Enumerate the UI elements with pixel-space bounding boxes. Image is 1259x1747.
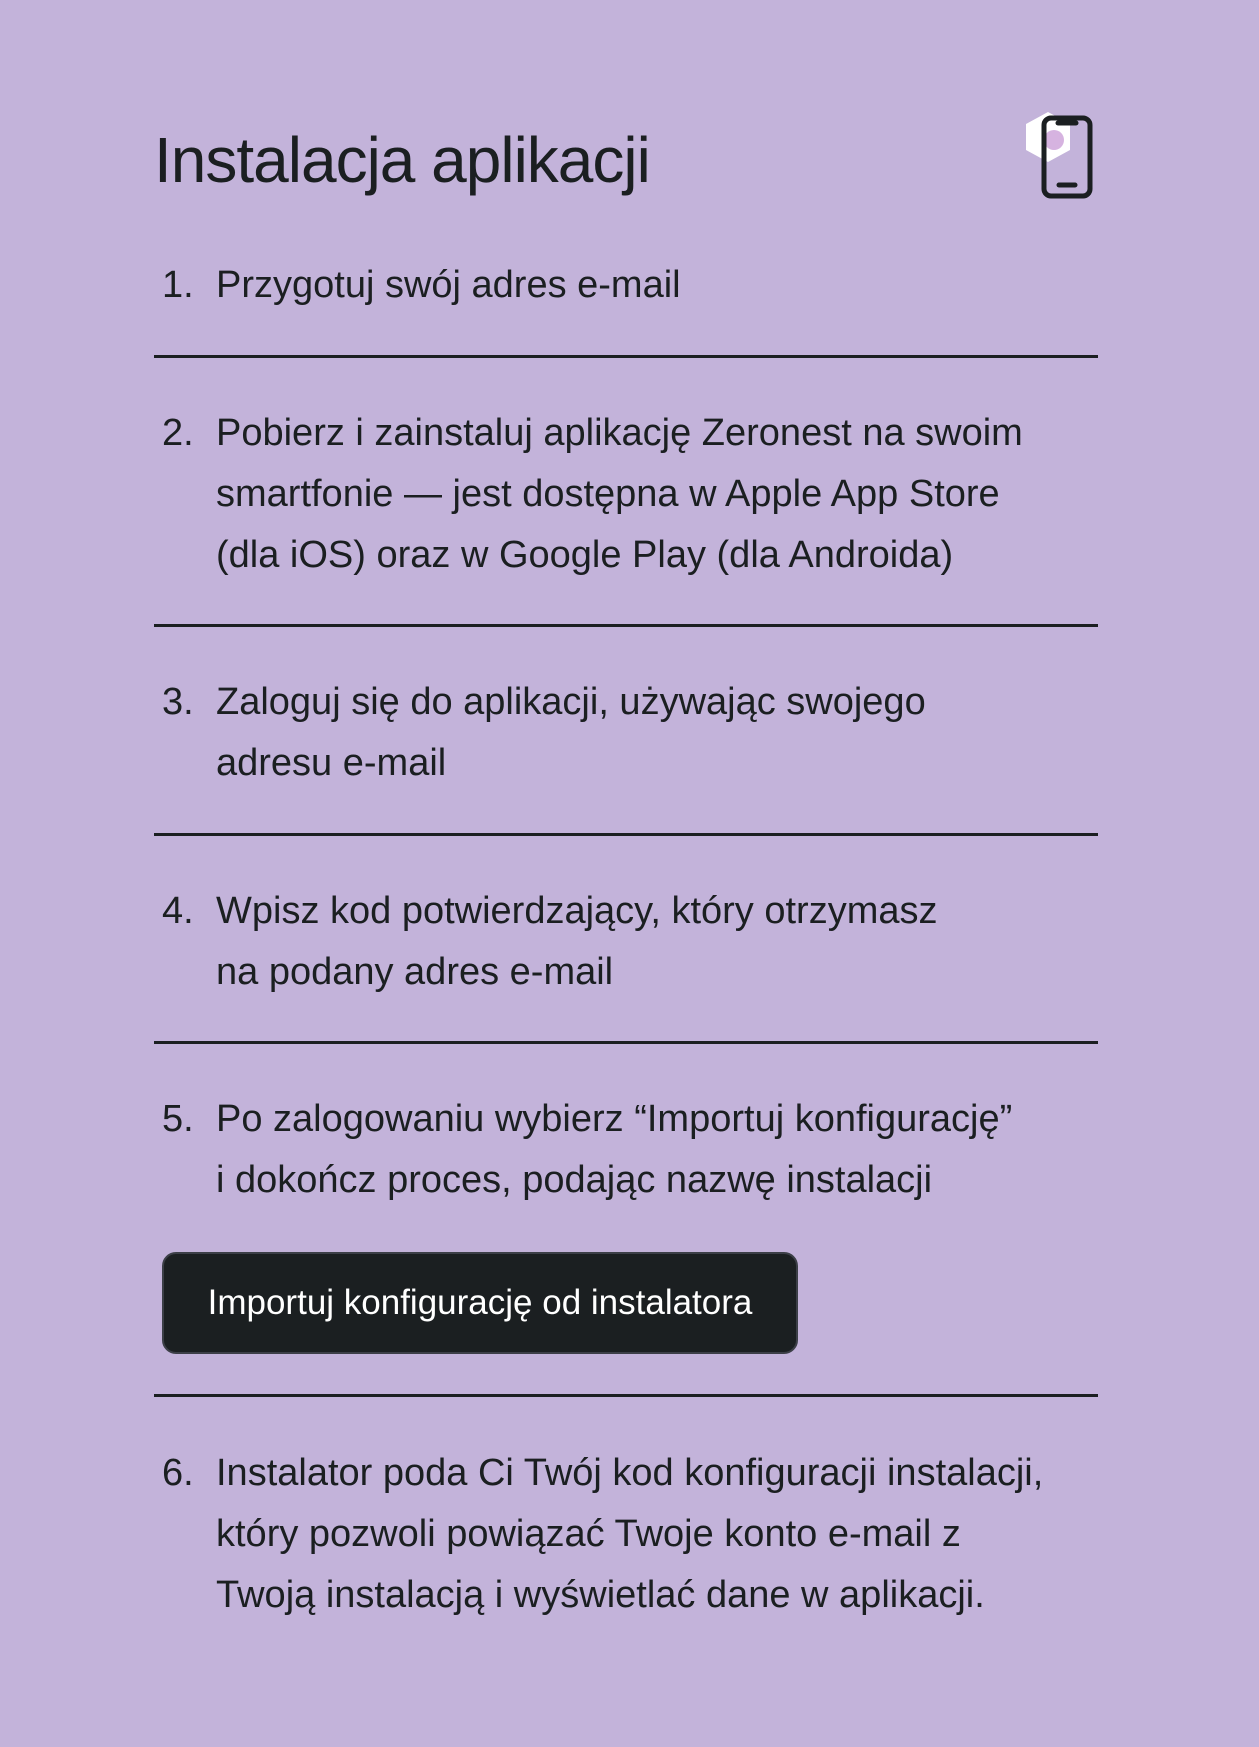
import-configuration-button[interactable]: Importuj konfigurację od instalatora (162, 1252, 798, 1354)
step-number: 4. (162, 890, 194, 932)
step-number: 2. (162, 412, 194, 454)
step-number: 3. (162, 681, 194, 723)
divider (154, 624, 1098, 627)
step-2 (154, 403, 1098, 586)
step-text: Po zalogowaniu wybierz “Importuj konfigurację” i dokończ proces, podając nazwę instalacji (216, 1098, 1013, 1201)
divider (154, 355, 1098, 358)
page-title: Instalacja aplikacji (154, 124, 650, 196)
divider (154, 833, 1098, 836)
step-1 (154, 255, 1098, 316)
header (154, 118, 1098, 218)
divider (154, 1394, 1098, 1397)
step-3 (154, 672, 1098, 794)
step-text: Instalator poda Ci Twój kod konfiguracji instalacji, który pozwoli powiązać Twoje konto e-mail z Twoją instalacją i wyświetlać dane w aplikacji. (216, 1452, 1044, 1616)
step-number: 6. (162, 1452, 194, 1494)
step-text: Przygotuj swój adres e-mail (216, 264, 681, 306)
step-4 (154, 881, 1098, 1003)
step-number: 1. (162, 264, 194, 306)
step-6 (154, 1443, 1098, 1626)
step-text: Zaloguj się do aplikacji, używając swojego adresu e-mail (216, 681, 926, 784)
step-text: Pobierz i zainstaluj aplikację Zeronest na swoim smartfonie — jest dostępna w Apple App Store (dla iOS) oraz w Google Play (dla Androida) (216, 412, 1023, 576)
step-text: Wpisz kod potwierdzający, który otrzymasz na podany adres e-mail (216, 890, 938, 993)
divider (154, 1041, 1098, 1044)
step-5 (154, 1089, 1098, 1211)
smartphone-icon (1018, 110, 1104, 210)
step-number: 5. (162, 1098, 194, 1140)
